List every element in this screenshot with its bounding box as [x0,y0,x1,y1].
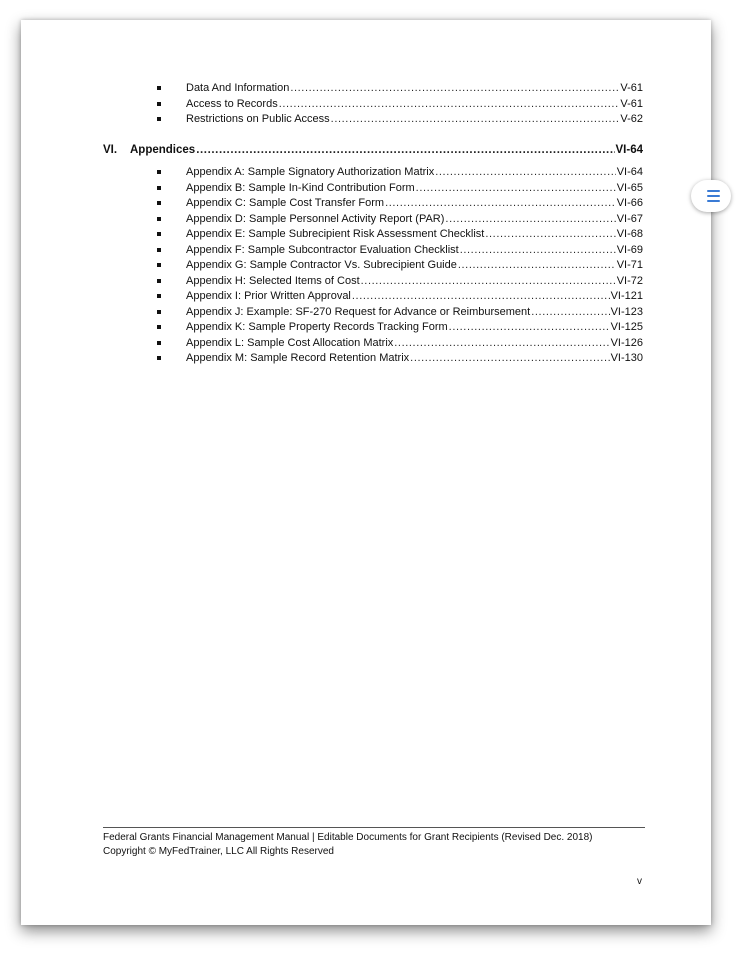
bullet-icon [157,263,161,267]
bullet-icon [157,102,161,106]
dot-leader [531,305,609,321]
footer-title: Federal Grants Financial Management Manual | Editable Documents for Grant Recipients (Revised Dec. 2018) [103,832,593,843]
toc-entry-label: Appendix A: Sample Signatory Authorization Matrix [186,166,435,178]
dot-leader [410,351,609,367]
toc-entry-page: VI-66 [616,197,643,209]
toc-entry-label: Data And Information [186,82,290,94]
toc-entry-label: Appendix M: Sample Record Retention Matrix [186,352,410,364]
dot-leader [485,227,615,243]
bullet-icon [157,217,161,221]
toc-entry-page: VI-126 [610,336,643,349]
toc-entry-label: Appendix I: Prior Written Approval [186,290,351,302]
bullet-icon [157,117,161,121]
toc-entry-label: Appendix H: Selected Items of Cost [186,274,360,287]
toc-entry-label: Appendix D: Sample Personnel Activity Report (PAR) [186,212,445,225]
toc-entry-page: VI-68 [616,228,643,240]
dot-leader [445,212,615,228]
toc-entry[interactable] [186,196,643,212]
dot-leader [449,320,610,336]
toc-entry[interactable] [186,243,643,259]
toc-entry-label: Appendix C: Sample Cost Transfer Form [186,197,385,209]
toc-entry[interactable] [186,305,643,321]
toc-entry-page: VI-121 [610,290,643,302]
toc-entry[interactable] [186,289,643,305]
toc-entry-page: VI-69 [616,243,643,256]
toc-entry[interactable] [186,165,643,181]
toc-entry[interactable] [186,97,643,113]
toc-entry-label: Appendix J: Example: SF-270 Request for Advance or Reimbursement [186,305,531,318]
toc-entry-label: Appendix E: Sample Subrecipient Risk Assessment Checklist [186,228,485,240]
bullet-icon [157,186,161,190]
toc-entry[interactable] [186,212,643,228]
dot-leader [279,97,620,113]
dot-leader [460,243,616,259]
toc-entry-page: VI-65 [616,181,643,194]
toc-entry-label: Appendix K: Sample Property Records Tracking Form [186,321,448,333]
toc-entry-label: Appendix B: Sample In-Kind Contribution Form [186,181,415,194]
toc-entry-page: VI-67 [616,212,643,225]
bullet-icon [157,279,161,283]
bullet-icon [157,170,161,174]
toc-entry[interactable] [186,351,643,367]
toc-entry-page: VI-130 [610,352,643,364]
toc-entry[interactable] [186,227,643,243]
dot-leader [394,336,609,352]
toc-entry[interactable] [186,81,643,97]
document-page [21,20,711,925]
bullet-icon [157,294,161,298]
section-page: VI-64 [615,144,643,156]
dot-leader [361,274,616,290]
hamburger-menu-icon [707,190,720,202]
toc-entry-label: Restrictions on Public Access [186,113,330,125]
dot-leader [331,112,620,128]
dot-leader [458,258,616,274]
toc-entry-page: VI-123 [610,305,643,318]
toc-entry[interactable] [186,320,643,336]
footer-copyright: Copyright © MyFedTrainer, LLC All Rights Reserved [103,846,334,857]
bullet-icon [157,341,161,345]
toc-entry-page: V-61 [620,82,643,94]
toc-entry[interactable] [186,258,643,274]
toc-entry-page: V-62 [620,113,643,125]
toc-section-heading[interactable] [103,143,643,159]
section-number: VI. [103,144,118,156]
bullet-icon [157,232,161,236]
toc-entry[interactable] [186,336,643,352]
footer-divider [103,827,645,828]
bullet-icon [157,310,161,314]
toc-entry[interactable] [186,181,643,197]
dot-leader [290,81,619,97]
toc-entry-label: Appendix L: Sample Cost Allocation Matrix [186,336,394,349]
toc-entry[interactable] [186,112,643,128]
dot-leader [435,165,615,181]
toc-entry-page: V-61 [620,97,643,110]
dot-leader [385,196,616,212]
section-title: Appendices [130,144,196,156]
bullet-icon [157,356,161,360]
toc-entry[interactable] [186,274,643,290]
toc-entry-label: Appendix G: Sample Contractor Vs. Subrecipient Guide [186,259,457,271]
toc-entry-page: VI-72 [616,274,643,287]
toc-entry-page: VI-125 [610,321,643,333]
bullet-icon [157,86,161,90]
bullet-icon [157,325,161,329]
dot-leader [416,181,616,197]
dot-leader [352,289,610,305]
hamburger-menu-button[interactable] [691,180,731,212]
toc-entry-label: Appendix F: Sample Subcontractor Evaluation Checklist [186,243,459,256]
bullet-icon [157,201,161,205]
toc-entry-label: Access to Records [186,97,278,110]
toc-entry-page: VI-71 [616,259,643,271]
toc-entry-page: VI-64 [616,166,643,178]
page-number: v [637,876,642,887]
bullet-icon [157,248,161,252]
dot-leader [196,143,614,159]
